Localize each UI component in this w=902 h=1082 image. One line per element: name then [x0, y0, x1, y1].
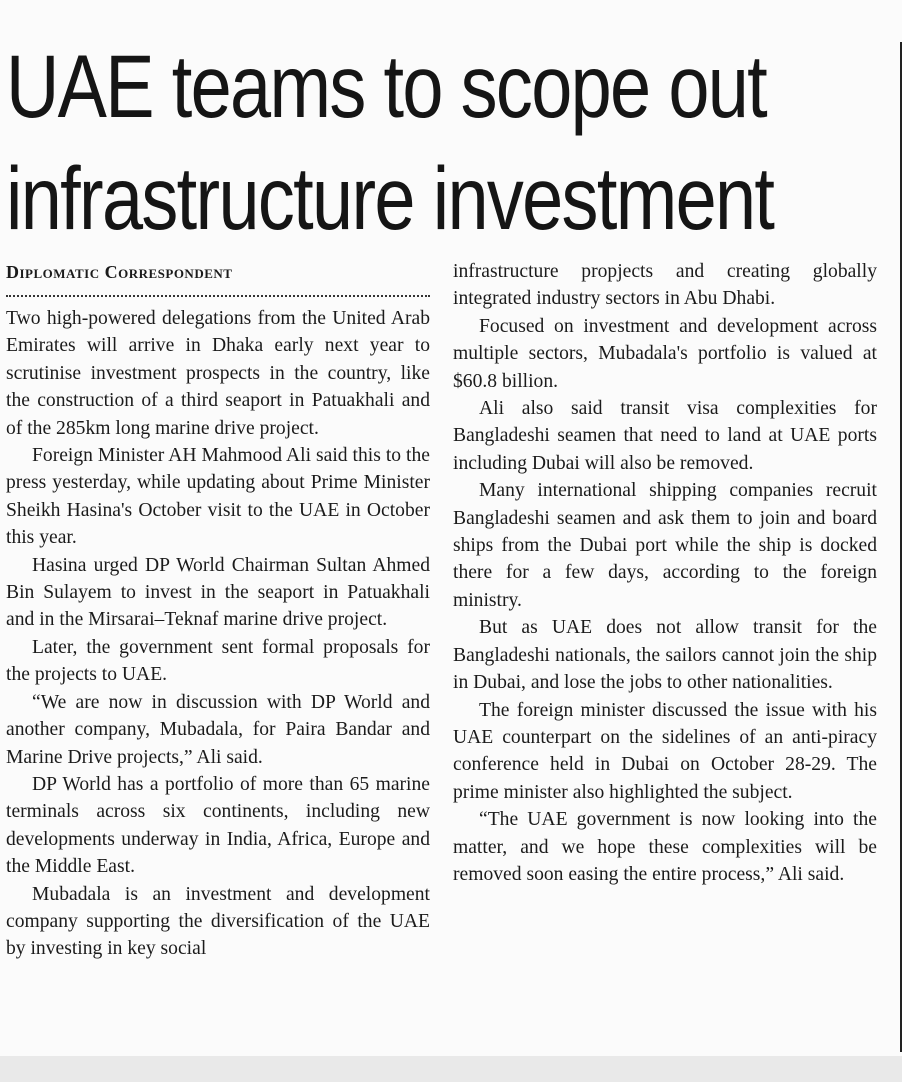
- paragraph: Focused on investment and development across multiple sectors, Mubadala's portfolio is valued at $60.8 billion.: [453, 315, 877, 392]
- paragraph: Later, the government sent formal proposals for the projects to UAE.: [6, 636, 430, 686]
- paragraph: Two high-powered delegations from the United Arab Emirates will arrive in Dhaka early next year to scrutinise investment prospects in the country, like the construction of a third seaport in Patuakhali and of the 285km long marine drive project.: [6, 308, 430, 439]
- byline: Diplomatic Correspondent: [6, 262, 233, 282]
- paragraph: Foreign Minister AH Mahmood Ali said this to the press yesterday, while updating about Prime Minister Sheikh Hasina's October visit to the UAE in October this year.: [6, 445, 430, 549]
- paragraph: Many international shipping companies recruit Bangladeshi seamen and ask them to join and board ships from the Dubai port while the ship is docked there for a few days, according to the foreign ministry.: [453, 480, 877, 611]
- paragraph: “The UAE government is now looking into the matter, and we hope these complexities will be removed soon easing the entire process,” Ali said.: [453, 809, 877, 885]
- article-column-left: [6, 258, 430, 963]
- paragraph: Hasina urged DP World Chairman Sultan Ahmed Bin Sulayem to invest in the seaport in Patuakhali and in the Mirsarai–Teknaf marine drive project.: [6, 554, 430, 631]
- paragraph: Ali also said transit visa complexities for Bangladeshi seamen that need to land at UAE ports including Dubai will also be removed.: [453, 398, 877, 474]
- paragraph-continued: infrastructure propjects and creating globally integrated industry sectors in Abu Dhabi.: [453, 261, 877, 310]
- headline: [6, 30, 774, 254]
- paragraph: But as UAE does not allow transit for the Bangladeshi nationals, the sailors cannot join the ship in Dubai, and lose the jobs to other nationalities.: [453, 617, 877, 694]
- paragraph: Mubadala is an investment and development company supporting the diversification of the UAE by investing in key social: [6, 883, 430, 960]
- byline-divider: [6, 295, 430, 297]
- headline-line-1: UAE teams to scope out: [6, 36, 767, 136]
- page-bottom-edge: [0, 1056, 902, 1082]
- paragraph: “We are now in discussion with DP World and another company, Mubadala, for Paira Bandar and Marine Drive projects,” Ali said.: [6, 691, 430, 768]
- paragraph: DP World has a portfolio of more than 65 marine terminals across six continents, including new developments underway in India, Africa, Europe and the Middle East.: [6, 773, 430, 878]
- article-column-right: [453, 258, 877, 888]
- headline-line-2: infrastructure investment: [6, 148, 774, 248]
- paragraph: The foreign minister discussed the issue with his UAE counterpart on the sidelines of an anti-piracy conference held in Dubai on October 28-29. The prime minister also highlighted the subject.: [453, 699, 877, 803]
